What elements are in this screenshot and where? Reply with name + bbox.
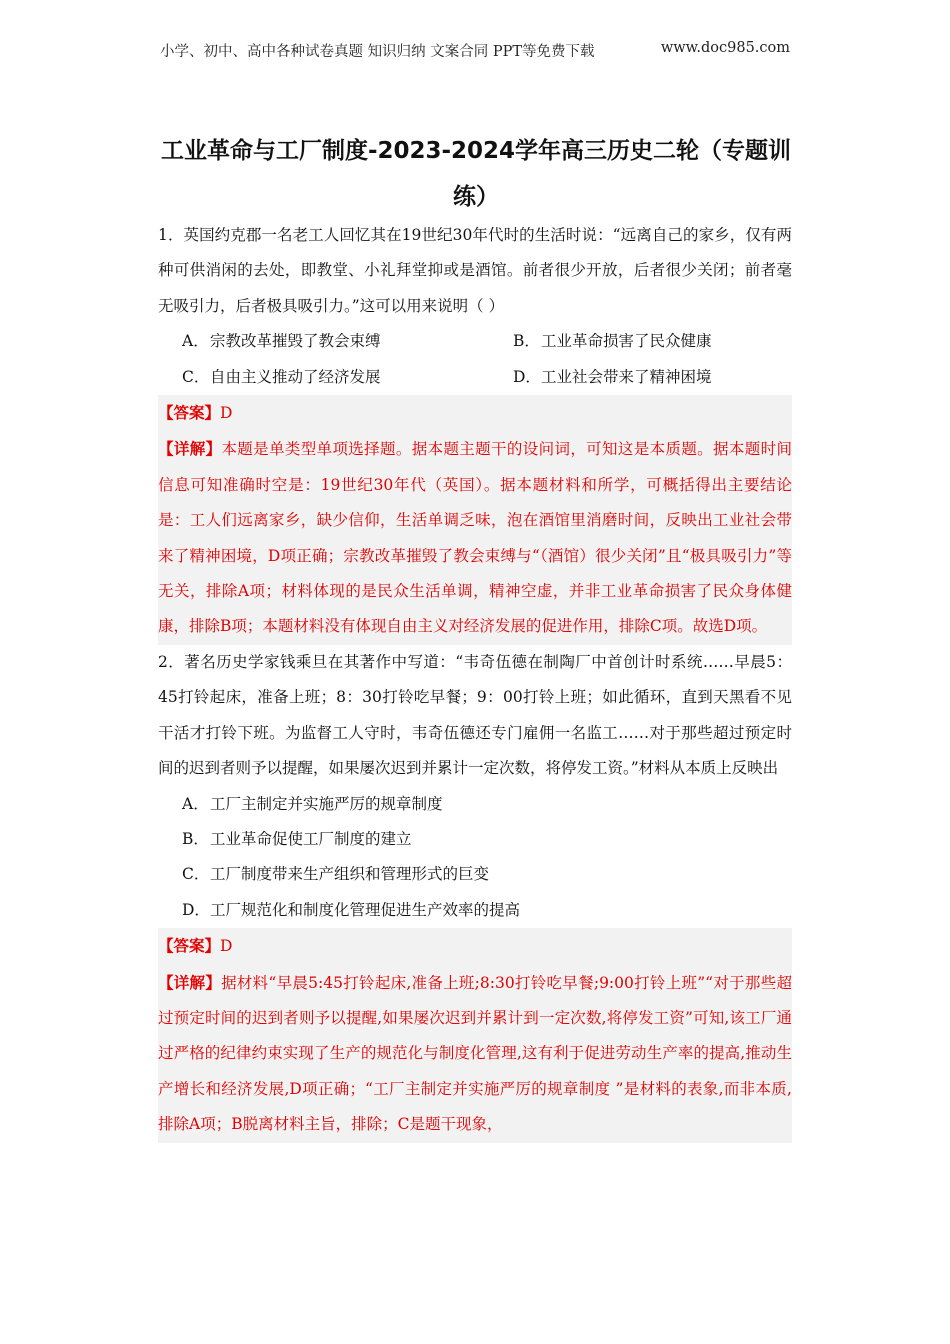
option-d <box>489 360 820 395</box>
option-text: 工业革命损害了民众健康 <box>541 332 712 351</box>
option-text: 工厂制度带来生产组织和管理形式的巨变 <box>210 865 490 884</box>
question-1 <box>158 218 792 645</box>
option-label: B． <box>513 332 540 351</box>
option-c <box>158 360 489 395</box>
explain-text: 本题是单类型单项选择题。据本题主题干的设问词，可知这是本质题。据本题时间信息可知准确时空是：19世纪30年代（英国）。据本题材料和所学，可概括得出主要结论是：工人们远离家乡，缺少信仰，生活单调乏味，泡在酒馆里消磨时间，反映出工业社会带来了精神困境，D项正确；宗教改革摧毁了教会束缚与“（酒馆）很少关闭”且“极具吸引力”等无关，排除A项；材料体现的是民众生活单调，精神空虚，并非工业革命损害了民众身体健康，排除B项；本题材料没有体现自由主义对经济发展的促进作用，排除C项。故选D项。 <box>158 440 792 636</box>
answer-value: D <box>220 404 233 423</box>
option-label: C． <box>182 865 210 884</box>
option-a <box>158 324 489 359</box>
document-content <box>158 218 792 1143</box>
option-label: D． <box>182 900 210 919</box>
option-text: 工厂主制定并实施严厉的规章制度 <box>210 794 443 813</box>
options-row <box>158 360 792 395</box>
answer-line <box>158 395 792 431</box>
option-text: 宗教改革摧毁了教会束缚 <box>210 332 381 351</box>
option-label: D． <box>513 367 541 386</box>
option-b <box>489 324 820 359</box>
option-label: A． <box>182 332 209 351</box>
option-a <box>158 787 792 822</box>
header-left-text: 小学、初中、高中各种试卷真题 知识归纳 文案合同 PPT等免费下载 <box>160 44 595 60</box>
option-b <box>158 822 792 857</box>
option-text: 工业社会带来了精神困境 <box>541 367 712 386</box>
option-text: 自由主义推动了经济发展 <box>210 367 381 386</box>
options-row <box>158 324 792 359</box>
option-c <box>158 857 792 892</box>
document-title: 工业革命与工厂制度-2023-2024学年高三历史二轮（专题训练） <box>160 138 792 210</box>
question-2 <box>158 645 792 1143</box>
answer-tag: 【答案】 <box>158 936 221 956</box>
page-header <box>160 40 790 61</box>
answer-line <box>158 928 792 964</box>
explanation <box>158 431 792 644</box>
option-label: C． <box>182 367 210 386</box>
explain-text: 据材料“早晨5:45打铃起床,准备上班;8:30打铃吃早餐;9:00打铃上班”“对于那些超过预定时间的迟到者则予以提醒,如果屡次迟到并累计到一定次数,将停发工资”可知,该工厂通过严格的纪律约束实现了生产的规范化与制度化管理,这有利于促进劳动生产率的提高,推动生产增长和经济发展,D项正确；“工厂主制定并实施严厉的规章制度 ”是材料的表象,而非本质,排除A项；B脱离材料主旨，排除；C是题干现象， <box>158 973 792 1134</box>
option-text: 工厂规范化和制度化管理促进生产效率的提高 <box>210 900 521 919</box>
explain-tag: 【详解】 <box>158 439 222 459</box>
question-stem: 1．英国约克郡一名老工人回忆其在19世纪30年代时的生活时说：“远离自己的家乡，仅有两种可供消闲的去处，即教堂、小礼拜堂抑或是酒馆。前者很少开放，后者很少关闭；前者毫无吸引力，后者极具吸引力。”这可以用来说明（ ） <box>158 226 792 315</box>
question-stem: 2．著名历史学家钱乘旦在其著作中写道：“韦奇伍德在制陶厂中首创计时系统……早晨5：45打铃起床，准备上班；8：30打铃吃早餐；9：00打铃上班；如此循环，直到天黑看不见干活才打铃下班。为监督工人守时，韦奇伍德还专门雇佣一名监工……对于那些超过预定时间的迟到者则予以提醒，如果屡次迟到并累计一定次数，将停发工资。”材料从本质上反映出 <box>158 652 792 778</box>
header-website[interactable]: www.doc985.com <box>660 40 790 56</box>
answer-box <box>158 928 792 1142</box>
option-label: B． <box>182 829 209 848</box>
answer-tag: 【答案】 <box>158 403 221 423</box>
explanation <box>158 965 792 1143</box>
option-d <box>158 893 792 928</box>
option-label: A． <box>182 794 209 813</box>
option-text: 工业革命促使工厂制度的建立 <box>210 829 412 848</box>
answer-box <box>158 395 792 645</box>
answer-value: D <box>220 937 233 956</box>
explain-tag: 【详解】 <box>158 972 222 992</box>
